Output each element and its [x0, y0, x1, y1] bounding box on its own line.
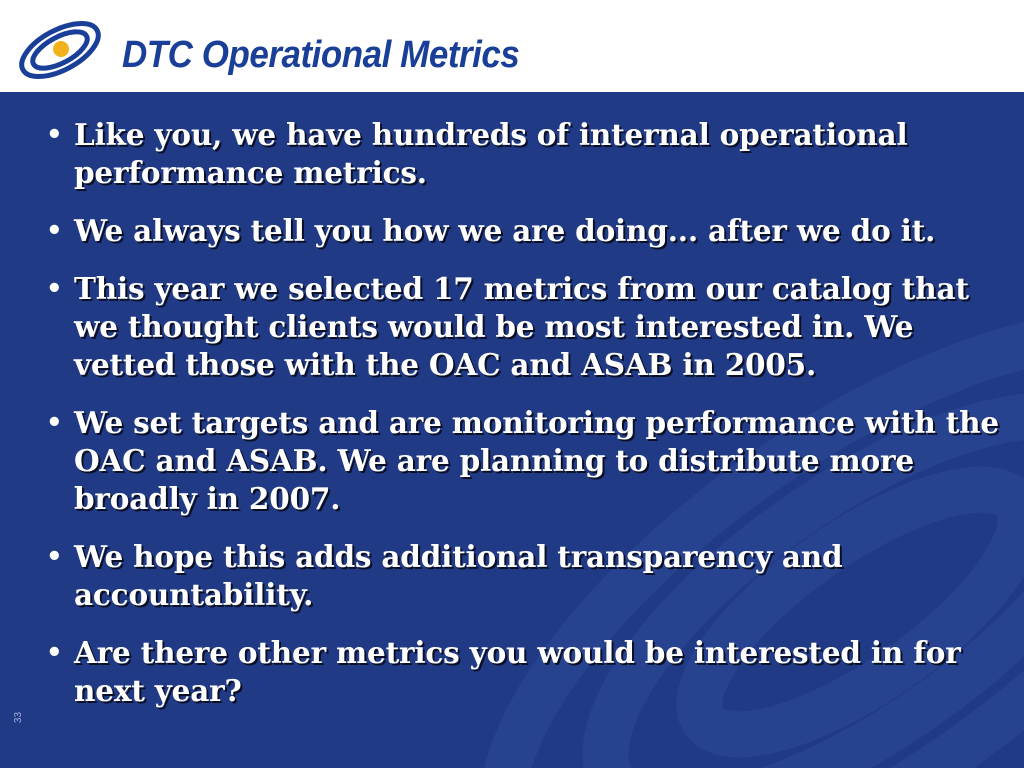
- bullet-icon: •: [46, 216, 63, 246]
- bullet-text: We always tell you how we are doing... after we do it.: [74, 213, 936, 248]
- bullet-item: [44, 270, 1004, 384]
- bullet-icon: •: [46, 542, 63, 572]
- bullet-item: [44, 404, 1004, 518]
- bullet-item: [44, 212, 1004, 250]
- bullet-icon: •: [46, 638, 63, 668]
- bullet-item: [44, 634, 1004, 710]
- bullet-item: [44, 116, 1004, 192]
- bullet-icon: •: [46, 274, 63, 304]
- dtc-logo-icon: [14, 14, 106, 86]
- bullet-icon: •: [46, 408, 63, 438]
- bullet-item: [44, 538, 1004, 614]
- bullet-text: This year we selected 17 metrics from our catalog that we thought clients would be most interested in. We vetted those with the OAC and ASAB in 2005.: [74, 271, 969, 382]
- page-title: DTC Operational Metrics: [122, 34, 520, 76]
- slide-header: [0, 0, 1024, 92]
- bullet-text: Like you, we have hundreds of internal operational performance metrics.: [74, 117, 908, 190]
- bullet-text: We set targets and are monitoring performance with the OAC and ASAB. We are planning to distribute more broadly in 2007.: [74, 405, 999, 516]
- bullet-text: Are there other metrics you would be interested in for next year?: [74, 635, 961, 708]
- bullet-list: [44, 116, 1004, 730]
- bullet-text: We hope this adds additional transparency and accountability.: [74, 539, 843, 612]
- bullet-icon: •: [46, 120, 63, 150]
- slide-number: 33: [13, 711, 25, 724]
